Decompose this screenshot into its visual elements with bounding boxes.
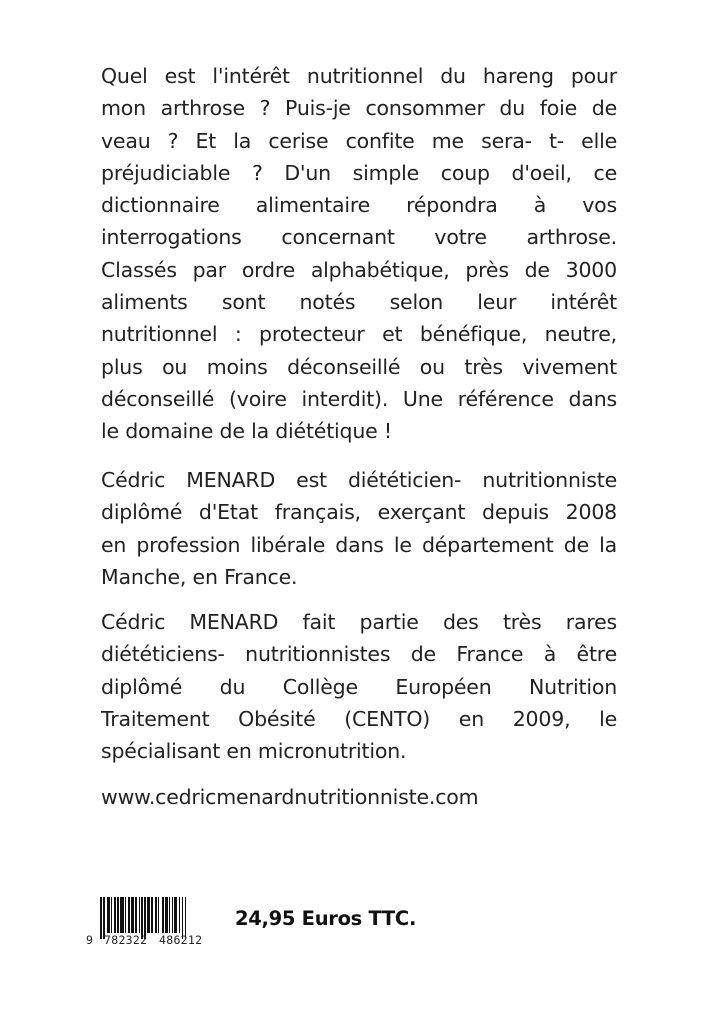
website-link[interactable]	[101, 781, 617, 813]
text-line: spécialisant en micronutrition.	[101, 739, 407, 764]
website-url[interactable]: www.cedricmenardnutritionniste.com	[101, 785, 479, 809]
price-label: 24,95 Euros TTC.	[235, 907, 417, 930]
text-line: Cédric MENARD est diététicien- nutritionniste	[101, 468, 617, 492]
isbn-first-digit: 9	[86, 933, 94, 947]
text-line: diplômé d'Etat français, exerçant depuis 2008	[101, 500, 617, 525]
text-line: en profession libérale dans le département de la	[101, 532, 617, 557]
text-line: plus ou moins déconseillé ou très vivement	[101, 354, 617, 379]
isbn-right-digits: 486212	[159, 933, 203, 947]
text-line: aliments sont notés selon leur intérêt	[101, 290, 617, 315]
text-line: Manche, en France.	[101, 564, 298, 589]
text-line: diététiciens- nutritionnistes de France à être	[101, 642, 617, 667]
text-line: Traitement Obésité (CENTO) en 2009, le	[101, 706, 617, 731]
text-line: déconseillé (voire interdit). Une référence dans	[101, 386, 617, 411]
barcode-icon	[100, 897, 220, 937]
text-line: mon arthrose ? Puis-je consommer du foie de	[101, 96, 617, 121]
text-line: interrogations concernant votre arthrose.	[101, 225, 617, 250]
text-line: diplômé du Collège Européen Nutrition	[101, 674, 617, 699]
text-line: le domaine de la diététique !	[101, 419, 392, 444]
isbn-barcode	[86, 897, 226, 949]
text-line: Classés par ordre alphabétique, près de 3000	[101, 257, 617, 282]
text-line: Cédric MENARD fait partie des très rares	[101, 610, 617, 634]
text-line: nutritionnel : protecteur et bénéfique, neutre,	[101, 322, 617, 347]
author-credentials-paragraph	[101, 606, 617, 767]
text-line: préjudiciable ? D'un simple coup d'oeil, ce	[101, 160, 617, 185]
text-line: dictionnaire alimentaire répondra à vos	[101, 193, 617, 218]
description-paragraph	[101, 60, 617, 448]
author-bio-paragraph	[101, 464, 617, 593]
isbn-left-digits: 782322	[104, 933, 148, 947]
text-line: Quel est l'intérêt nutritionnel du hareng pour	[101, 64, 617, 88]
text-line: veau ? Et la cerise confite me sera- t- elle	[101, 128, 617, 153]
